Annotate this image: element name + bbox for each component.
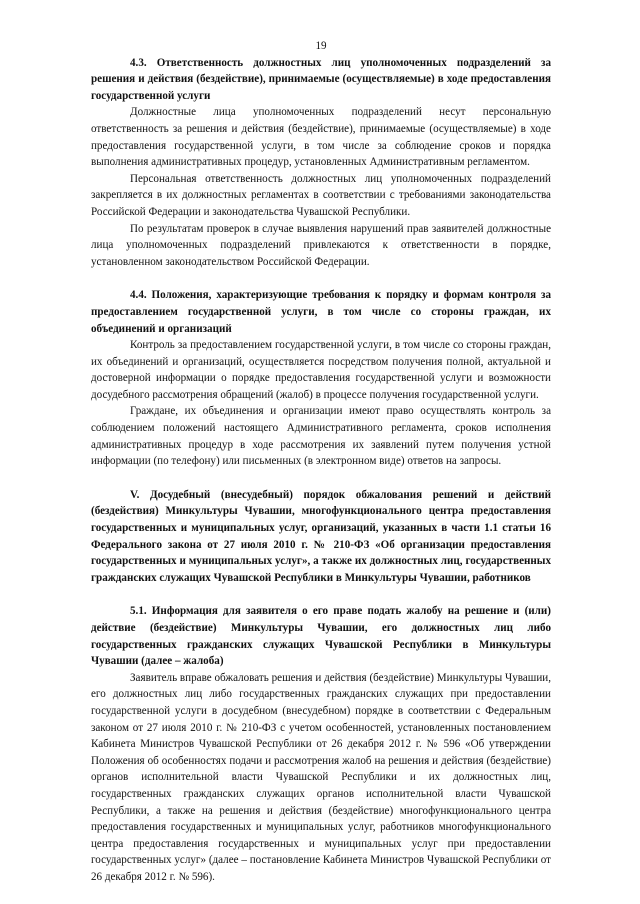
paragraph: Персональная ответственность должностных лиц уполномоченных подразделений закрепляется в их должностных регламентах в соответствии с требованиями законодательства Российской Федерации и законодательства Чувашской Республики. [91,172,551,218]
section-spacer [91,586,551,603]
paragraph: Должностные лица уполномоченных подразделений несут персональную ответственность за решения и действия (бездействие), принимаемые (осуществляемые) в ходе предоставления государственной услуги, в том числе за соблюдение сроков и порядка выполнения административных процедур, установленных Административным регламентом. [91,106,551,169]
section-heading-5-1: 5.1. Информация для заявителя о его праве подать жалобу на решение и (или) действие (бездействие) Минкультуры Чувашии, его должностных лиц либо государственных гражданских служащих Чувашской Республики в Минкультуры Чувашии (далее – жалоба) [91,605,551,668]
section-spacer [91,270,551,287]
paragraph: Граждане, их объединения и организации имеют право осуществлять контроль за соблюдением положений настоящего Административного регламента, сроков исполнения административных процедур в ходе рассмотрения их заявлений путем получения устной информации (по телефону) или письменных (в электронном виде) ответов на запросы. [91,405,551,468]
document-page [91,38,551,886]
section-heading-4-3: 4.3. Ответственность должностных лиц уполномоченных подразделений за решения и действия (бездействие), принимаемые (осуществляемые) в ходе предоставления государственной услуги [91,56,551,102]
page-number: 19 [315,40,327,52]
paragraph: Контроль за предоставлением государственной услуги, в том числе со стороны граждан, их объединений и организаций, осуществляется посредством получения полной, актуальной и достоверной информации о порядке предоставления государственной услуги и возможности досудебного рассмотрения обращений (жалоб) в процессе получения государственной услуги. [91,339,551,401]
section-spacer [91,470,551,487]
paragraph: Заявитель вправе обжаловать решения и действия (бездействие) Минкультуры Чувашии, его должностных лиц либо государственных гражданских служащих при предоставлении государственной услуги в досудебном (внесудебном) порядке в соответствии с Федеральным законом от 27 июля 2010 г. № 210-ФЗ с учетом особенностей, установленных постановлением Кабинета Министров Чувашской Республики от 26 декабря 2012 г. № 596 «Об утверждении Положения об особенностях подачи и рассмотрения жалоб на решения и действия (бездействие) органов исполнительной власти Чувашской Республики и их должностных лиц, государственных гражданских служащих органов исполнительной власти Чувашской Республики, а также на решения и действия (бездействие) многофункционального центра предоставления государственных и муниципальных услуг, работников многофункционального центра предоставления государственных и муниципальных услуг при предоставлении государственных услуг» (далее – постановление Кабинета Министров Чувашской Республики от 26 декабря 2012 г. № 596). [91,671,551,883]
chapter-heading-v: V. Досудебный (внесудебный) порядок обжалования решений и действий (бездействия) Минкультуры Чувашии, многофункционального центра предоставления государственных и муниципальных услуг, организаций, указанных в части 1.1 статьи 16 Федерального закона от 27 июля 2010 г. № 210-ФЗ «Об организации предоставления государственных и муниципальных услуг», а также их должностных лиц, государственных гражданских служащих Чувашской Республики в Минкультуры Чувашии, работников [91,488,551,584]
section-heading-4-4: 4.4. Положения, характеризующие требования к порядку и формам контроля за предоставлением государственной услуги, в том числе со стороны граждан, их объединений и организаций [91,289,551,335]
paragraph: По результатам проверок в случае выявления нарушений прав заявителей должностные лица уполномоченных подразделений привлекаются к ответственности в порядке, установленном законодательством Российской Федерации. [91,222,551,268]
